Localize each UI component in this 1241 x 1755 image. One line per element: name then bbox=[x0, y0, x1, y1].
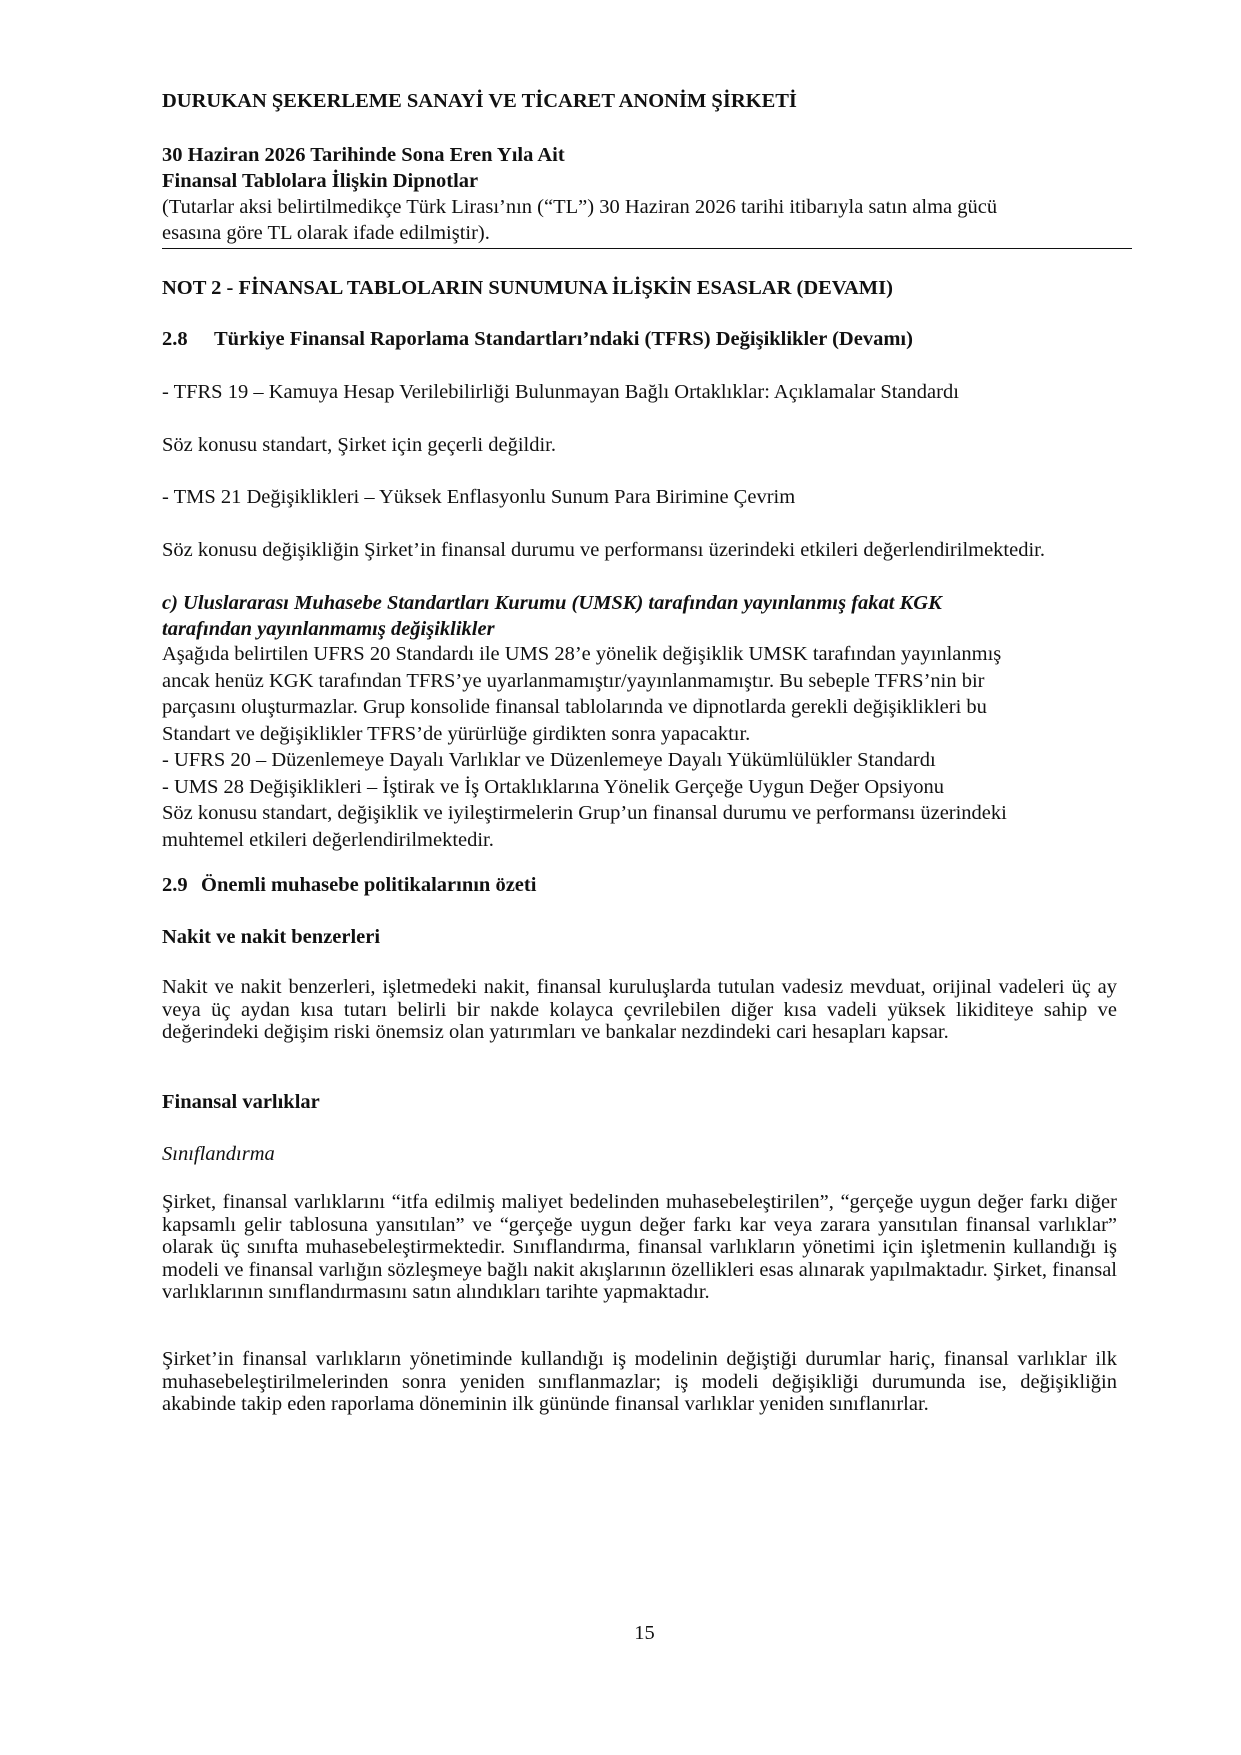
classification-paragraph-1: Şirket, finansal varlıklarını “itfa edilmiş maliyet bedelinden muhasebeleştirilen”, “gerçeğe uygun değer farkı diğer kapsamlı gelir tablosuna yansıtılan” ve “gerçeğe uygun değer farkı kar veya zarara yansıtılan finansal varlıklar” olarak üç sınıfta muhasebeleştirmektedir. Sınıflandırma, finansal varlıkların yönetimi için işletmenin kullandığı iş modeli ve finansal varlığın sözleşmeye bağlı nakit akışlarının özellikleri esas alınarak yapılmaktadır. Şirket, finansal varlıklarının sınıflandırmasını satın alındıkları tarihte yapmaktadır. bbox=[162, 1191, 1117, 1303]
subsection-c-title-line-2: tarafından yayınlanmamış değişiklikler bbox=[162, 618, 495, 640]
ufrs-20-item: - UFRS 20 – Düzenlemeye Dayalı Varlıklar ve Düzenlemeye Dayalı Yükümlülükler Standardı bbox=[162, 749, 936, 771]
company-name: DURUKAN ŞEKERLEME SANAYİ VE TİCARET ANONİM ŞİRKETİ bbox=[162, 90, 797, 112]
cash-paragraph: Nakit ve nakit benzerleri, işletmedeki nakit, finansal kuruluşlarda tutulan vadesiz mevduat, orijinal vadeleri üç ay veya üç aydan kısa tutarı belirli bir nakde kolayca çevrilebilen diğer kısa vadeli yüksek likiditeye sahip ve değerindeki değişim riski önemsiz olan yatırımları ve bankalar nezdindeki cari hesapları kapsar. bbox=[162, 976, 1117, 1043]
report-period: 30 Haziran 2026 Tarihinde Sona Eren Yıla Ait bbox=[162, 144, 565, 166]
paragraph-line: Aşağıda belirtilen UFRS 20 Standardı ile UMS 28’e yönelik değişiklik UMSK tarafından yayınlanmış bbox=[162, 643, 1002, 665]
subsection-c-title-line-1: c) Uluslararası Muhasebe Standartları Kurumu (UMSK) tarafından yayınlanmış fakat KGK bbox=[162, 592, 942, 614]
paragraph-line: ancak henüz KGK tarafından TFRS’ye uyarlanmamıştır/yayınlanmamıştır. Bu sebeple TFRS’nin bir bbox=[162, 669, 985, 692]
tfrs-19-text: Söz konusu standart, Şirket için geçerli değildir. bbox=[162, 434, 556, 456]
section-2-8-title: Türkiye Finansal Raporlama Standartları’ndaki (TFRS) Değişiklikler (Devamı) bbox=[214, 328, 913, 350]
classification-heading: Sınıflandırma bbox=[162, 1143, 275, 1165]
section-2-9-title: Önemli muhasebe politikalarının özeti bbox=[201, 874, 537, 896]
document-title: Finansal Tablolara İlişkin Dipnotlar bbox=[162, 170, 479, 192]
cash-heading: Nakit ve nakit benzerleri bbox=[162, 926, 381, 948]
page-number: 15 bbox=[634, 1622, 655, 1644]
subsection-c-paragraph bbox=[162, 641, 1117, 853]
section-2-9-number: 2.9 bbox=[162, 874, 188, 896]
tfrs-19-item: - TFRS 19 – Kamuya Hesap Verilebilirliği Bulunmayan Bağlı Ortaklıklar: Açıklamalar Standardı bbox=[162, 381, 959, 403]
paragraph-line: parçasını oluşturmazlar. Grup konsolide finansal tablolarında ve dipnotlarda gerekli değişiklikleri bu bbox=[162, 696, 987, 718]
classification-paragraph-2: Şirket’in finansal varlıkların yönetiminde kullandığı iş modelinin değiştiği durumlar hariç, finansal varlıklar ilk muhasebeleştirilmelerinden sonra yeniden sınıflanmazlar; iş modeli değişikliği durumunda ise, değişikliğin akabinde takip eden raporlama döneminin ilk gününde finansal varlıklar yeniden sınıflanırlar. bbox=[162, 1348, 1117, 1415]
header-note-line-1: (Tutarlar aksi belirtilmedikçe Türk Lirası’nın (“TL”) 30 Haziran 2026 tarihi itibarıyla satın alma gücü bbox=[162, 196, 998, 218]
paragraph-line: Söz konusu standart, değişiklik ve iyileştirmelerin Grup’un finansal durumu ve performansı üzerindeki bbox=[162, 802, 1007, 824]
financial-assets-heading: Finansal varlıklar bbox=[162, 1091, 320, 1113]
tms-21-item: - TMS 21 Değişiklikleri – Yüksek Enflasyonlu Sunum Para Birimine Çevrim bbox=[162, 486, 796, 508]
note-heading: NOT 2 - FİNANSAL TABLOLARIN SUNUMUNA İLİŞKİN ESASLAR (DEVAMI) bbox=[162, 277, 893, 299]
section-2-8-number: 2.8 bbox=[162, 328, 188, 350]
header-note-line-2: esasına göre TL olarak ifade edilmiştir). bbox=[162, 222, 490, 244]
tms-21-text: Söz konusu değişikliğin Şirket’in finansal durumu ve performansı üzerindeki etkileri değerlendirilmektedir. bbox=[162, 539, 1045, 561]
paragraph-line: muhtemel etkileri değerlendirilmektedir. bbox=[162, 828, 494, 851]
paragraph-line: Standart ve değişiklikler TFRS’de yürürlüğe girdikten sonra yapacaktır. bbox=[162, 722, 751, 745]
header-divider bbox=[162, 248, 1132, 249]
ums-28-item: - UMS 28 Değişiklikleri – İştirak ve İş Ortaklıklarına Yönelik Gerçeğe Uygun Değer Opsiyonu bbox=[162, 775, 945, 798]
